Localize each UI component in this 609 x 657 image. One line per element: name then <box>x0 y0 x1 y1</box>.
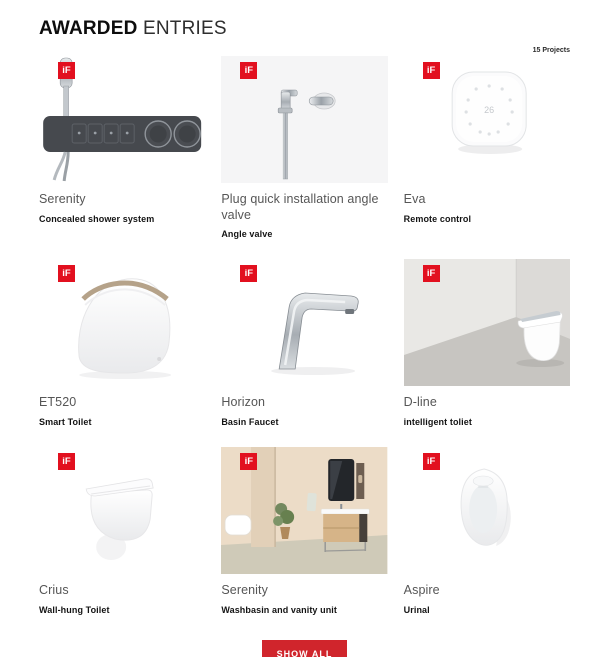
entry-image <box>39 259 205 386</box>
if-award-badge: iF <box>423 453 440 470</box>
entry-title: Serenity <box>221 582 268 597</box>
entry-card-crius[interactable] <box>39 447 205 615</box>
entry-title: ET520 <box>39 395 77 410</box>
entry-image <box>221 447 387 574</box>
entry-title: Eva <box>403 192 426 206</box>
entry-card-aspire[interactable] <box>404 447 570 615</box>
entry-image <box>221 259 387 386</box>
entry-title: Serenity <box>39 192 86 206</box>
entry-subtitle: Angle valve <box>221 229 273 240</box>
entry-card-angle-valve[interactable] <box>221 56 387 239</box>
if-award-badge: iF <box>423 62 440 79</box>
entry-title: Plug quick installation angle valve <box>221 192 379 222</box>
entry-card-eva[interactable] <box>404 56 570 239</box>
if-award-badge: iF <box>240 265 257 282</box>
entry-card-horizon[interactable] <box>221 259 387 427</box>
if-award-badge: iF <box>240 62 257 79</box>
entry-image <box>404 259 570 386</box>
grid-footer <box>39 640 570 657</box>
remote-display-value: 26 <box>483 105 494 115</box>
entry-card-serenity-shower[interactable] <box>39 56 205 239</box>
entry-title: Horizon <box>221 395 266 410</box>
entry-image <box>404 56 570 183</box>
entry-title: D-line <box>403 395 437 410</box>
entry-image <box>221 56 387 183</box>
if-award-badge: iF <box>423 265 440 282</box>
entry-image <box>39 447 205 574</box>
entry-image <box>404 447 570 574</box>
entry-subtitle: Wall-hung Toilet <box>39 604 110 615</box>
entries-grid <box>39 56 570 615</box>
entry-subtitle: Smart Toilet <box>39 416 92 427</box>
entry-card-et520[interactable] <box>39 259 205 427</box>
page-title-bold: AWARDED <box>39 18 138 39</box>
if-award-badge: iF <box>240 453 257 470</box>
entry-image <box>39 56 205 183</box>
page-title <box>39 18 570 40</box>
projects-count: 15 Projects <box>532 47 570 54</box>
if-award-badge: iF <box>58 453 75 470</box>
entry-subtitle: Urinal <box>403 604 430 615</box>
entry-title: Aspire <box>403 582 440 597</box>
entry-subtitle: Washbasin and vanity unit <box>221 604 338 615</box>
entry-title: Crius <box>39 582 69 597</box>
page-title-regular: ENTRIES <box>143 18 227 39</box>
if-award-badge: iF <box>58 265 75 282</box>
entry-card-serenity-vanity[interactable] <box>221 447 387 615</box>
entry-subtitle: Remote control <box>403 213 472 224</box>
entry-subtitle: Concealed shower system <box>39 213 155 224</box>
if-award-badge: iF <box>58 62 75 79</box>
entry-card-d-line[interactable] <box>404 259 570 427</box>
show-all-button[interactable]: SHOW ALL <box>262 640 348 657</box>
page-header <box>39 18 570 56</box>
entry-subtitle: Basin Faucet <box>221 416 279 427</box>
entry-subtitle: intelligent toliet <box>403 416 472 427</box>
